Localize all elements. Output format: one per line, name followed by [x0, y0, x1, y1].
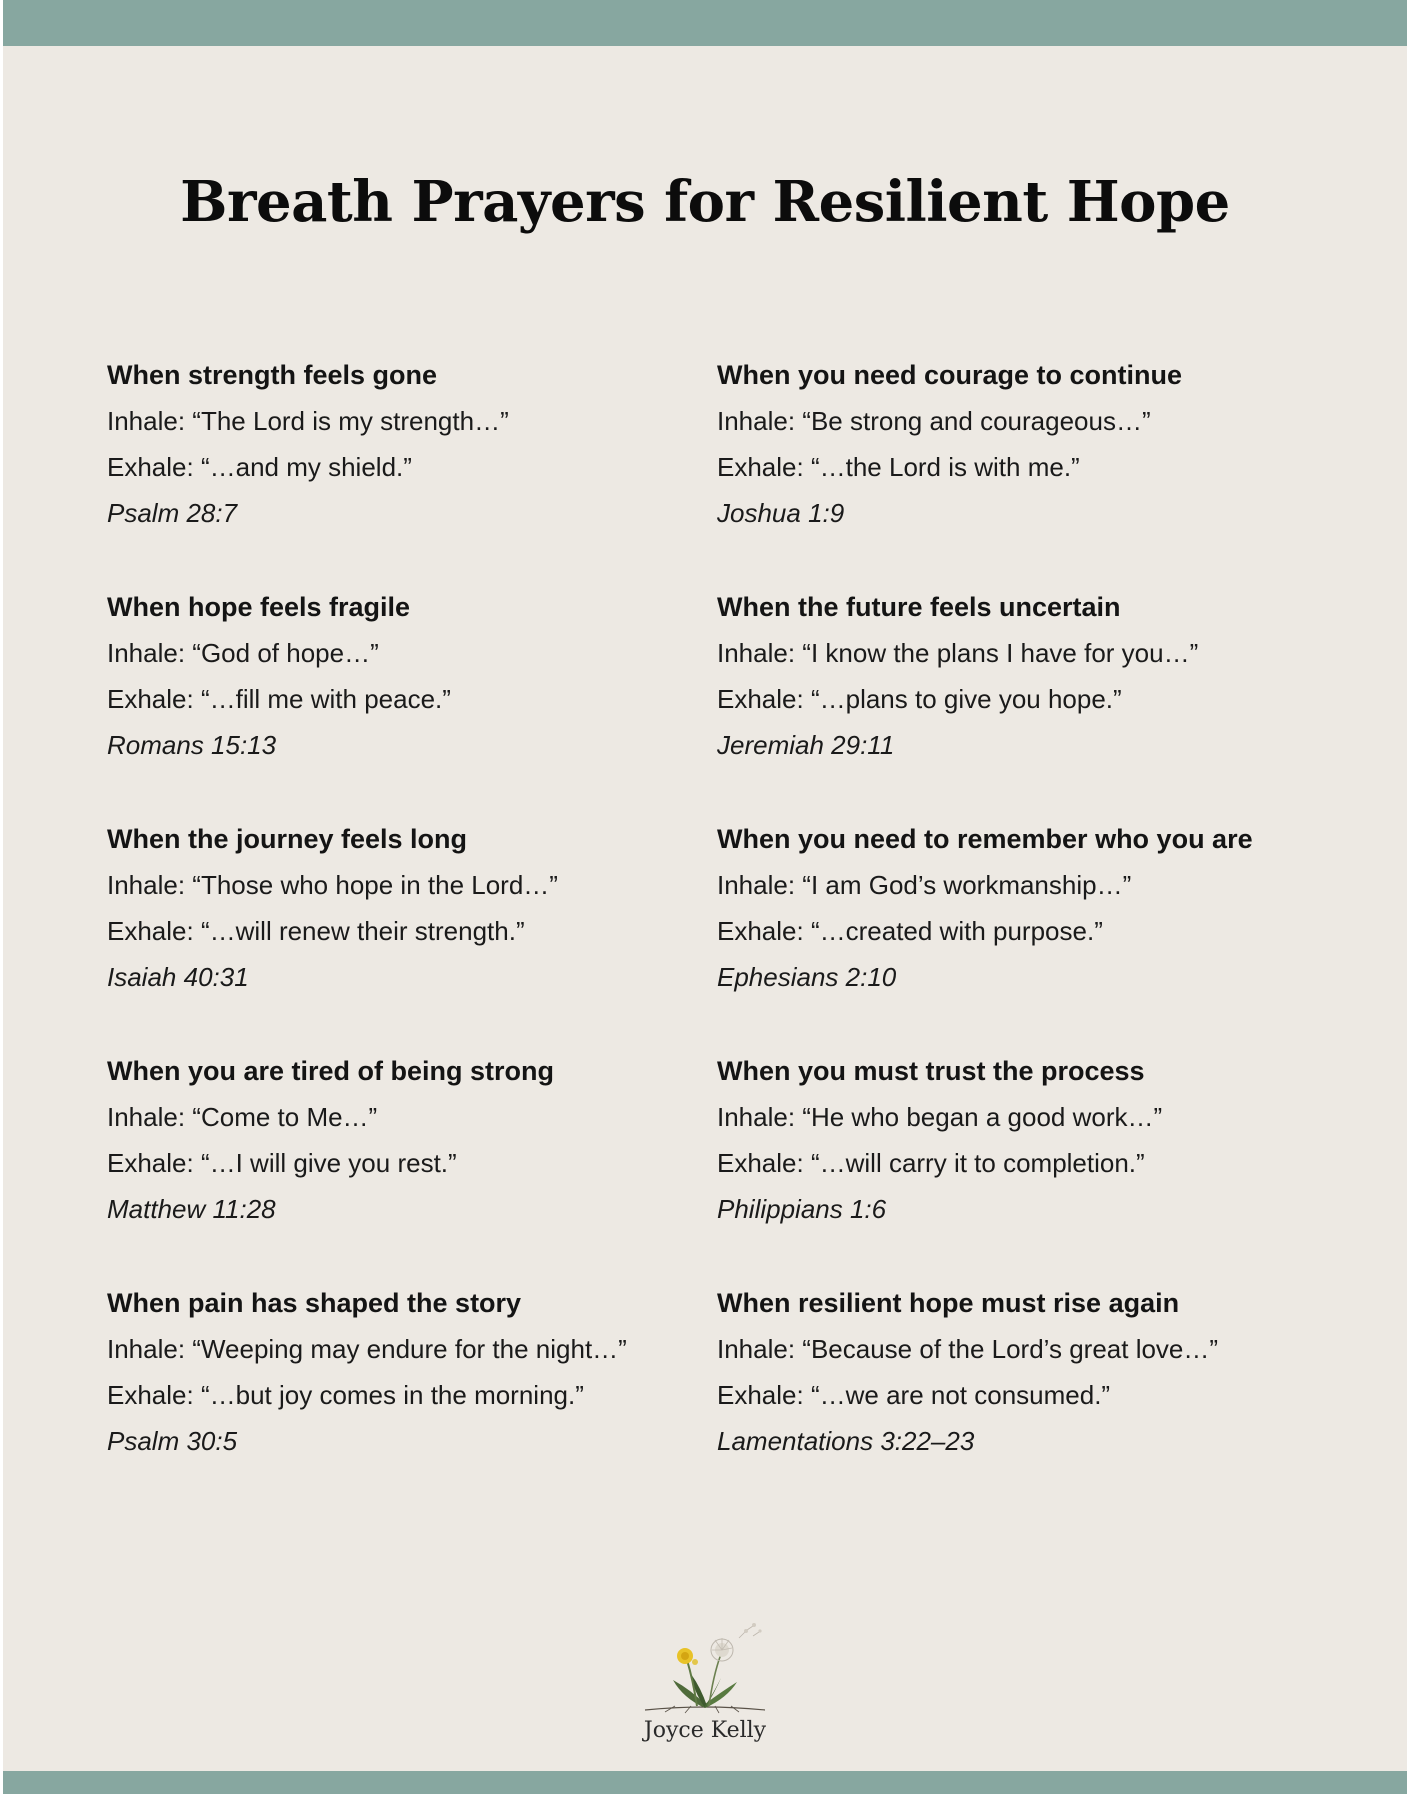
exhale-text: “…fill me with peace.”	[200, 684, 451, 714]
exhale-label: Exhale	[107, 1380, 187, 1410]
inhale-label: Inhale	[107, 1334, 178, 1364]
exhale-text: “…but joy comes in the morning.”	[200, 1380, 584, 1410]
exhale-label: Exhale	[107, 452, 187, 482]
inhale-text: “God of hope…”	[192, 638, 379, 668]
scripture-reference: Romans 15:13	[107, 730, 277, 760]
inhale-text: “Those who hope in the Lord…”	[192, 870, 558, 900]
exhale-label: Exhale	[717, 1148, 797, 1178]
scripture-reference: Isaiah 40:31	[107, 962, 249, 992]
scripture-reference: Philippians 1:6	[717, 1194, 887, 1224]
exhale-label: Exhale	[717, 684, 797, 714]
inhale-text: “Weeping may endure for the night…”	[192, 1334, 627, 1364]
prayer-heading: When the journey feels long	[107, 824, 468, 854]
prayer-block	[717, 1052, 1337, 1284]
inhale-label: Inhale	[107, 870, 178, 900]
scripture-reference: Psalm 30:5	[107, 1426, 238, 1456]
inhale-line: Inhale: “He who began a good work…”	[717, 1102, 1163, 1132]
prayer-block	[107, 356, 717, 588]
exhale-line: Exhale: “…but joy comes in the morning.”	[107, 1380, 584, 1410]
prayer-heading: When you must trust the process	[717, 1056, 1145, 1086]
prayer-heading: When you are tired of being strong	[107, 1056, 555, 1086]
inhale-line: Inhale: “I am God’s workmanship…”	[717, 870, 1132, 900]
prayer-block	[107, 820, 717, 1052]
inhale-line: Inhale: “The Lord is my strength…”	[107, 406, 509, 436]
exhale-line: Exhale: “…fill me with peace.”	[107, 684, 451, 714]
inhale-text: “The Lord is my strength…”	[192, 406, 509, 436]
prayer-block	[107, 1284, 717, 1516]
scripture-reference: Matthew 11:28	[107, 1194, 276, 1224]
scripture-reference: Jeremiah 29:11	[717, 730, 895, 760]
prayer-heading: When the future feels uncertain	[717, 592, 1121, 622]
author-name: Joyce Kelly	[643, 1718, 767, 1743]
inhale-label: Inhale	[717, 1102, 788, 1132]
inhale-line: Inhale: “Because of the Lord’s great love…”	[717, 1334, 1219, 1364]
exhale-text: “…plans to give you hope.”	[810, 684, 1122, 714]
exhale-line: Exhale: “…I will give you rest.”	[107, 1148, 457, 1178]
inhale-text: “I am God’s workmanship…”	[802, 870, 1132, 900]
author-logo	[620, 1620, 790, 1760]
inhale-text: “Come to Me…”	[192, 1102, 378, 1132]
prayer-block	[717, 820, 1337, 1052]
inhale-text: “He who began a good work…”	[802, 1102, 1163, 1132]
inhale-line: Inhale: “Come to Me…”	[107, 1102, 378, 1132]
inhale-line: Inhale: “God of hope…”	[107, 638, 379, 668]
prayer-block	[717, 356, 1337, 588]
exhale-label: Exhale	[717, 452, 797, 482]
exhale-text: “…the Lord is with me.”	[810, 452, 1080, 482]
exhale-line: Exhale: “…will renew their strength.”	[107, 916, 525, 946]
inhale-label: Inhale	[717, 638, 788, 668]
inhale-label: Inhale	[107, 1102, 178, 1132]
exhale-text: “…created with purpose.”	[810, 916, 1103, 946]
inhale-label: Inhale	[107, 638, 178, 668]
inhale-line: Inhale: “Be strong and courageous…”	[717, 406, 1151, 436]
inhale-label: Inhale	[107, 406, 178, 436]
inhale-label: Inhale	[717, 406, 788, 436]
exhale-text: “…I will give you rest.”	[200, 1148, 457, 1178]
prayer-block	[717, 588, 1337, 820]
exhale-text: “…we are not consumed.”	[810, 1380, 1111, 1410]
exhale-line: Exhale: “…created with purpose.”	[717, 916, 1103, 946]
exhale-line: Exhale: “…the Lord is with me.”	[717, 452, 1080, 482]
dandelion-icon	[635, 1620, 775, 1720]
prayer-heading: When resilient hope must rise again	[717, 1288, 1180, 1318]
prayer-heading: When you need courage to continue	[717, 360, 1183, 390]
inhale-line: Inhale: “I know the plans I have for you…”	[717, 638, 1199, 668]
scripture-reference: Lamentations 3:22–23	[717, 1426, 975, 1456]
top-band	[3, 0, 1407, 46]
exhale-label: Exhale	[107, 684, 187, 714]
exhale-label: Exhale	[717, 1380, 797, 1410]
prayer-block	[717, 1284, 1337, 1516]
prayer-block	[107, 1052, 717, 1284]
exhale-label: Exhale	[107, 1148, 187, 1178]
prayer-heading: When pain has shaped the story	[107, 1288, 522, 1318]
page-title: Breath Prayers for Resilient Hope	[180, 169, 1230, 235]
exhale-text: “…and my shield.”	[200, 452, 412, 482]
exhale-text: “…will carry it to completion.”	[810, 1148, 1145, 1178]
inhale-line: Inhale: “Those who hope in the Lord…”	[107, 870, 558, 900]
prayer-heading: When strength feels gone	[107, 360, 438, 390]
exhale-label: Exhale	[717, 916, 797, 946]
prayer-block	[107, 588, 717, 820]
inhale-label: Inhale	[717, 1334, 788, 1364]
scripture-reference: Joshua 1:9	[717, 498, 845, 528]
inhale-text: “Be strong and courageous…”	[802, 406, 1151, 436]
scripture-reference: Psalm 28:7	[107, 498, 238, 528]
bottom-band	[3, 1771, 1407, 1794]
inhale-line: Inhale: “Weeping may endure for the night…”	[107, 1334, 627, 1364]
scripture-reference: Ephesians 2:10	[717, 962, 897, 992]
inhale-text: “I know the plans I have for you…”	[802, 638, 1199, 668]
prayer-grid	[107, 356, 1337, 1516]
exhale-line: Exhale: “…we are not consumed.”	[717, 1380, 1111, 1410]
exhale-label: Exhale	[107, 916, 187, 946]
prayer-heading: When hope feels fragile	[107, 592, 411, 622]
exhale-line: Exhale: “…plans to give you hope.”	[717, 684, 1122, 714]
inhale-label: Inhale	[717, 870, 788, 900]
exhale-line: Exhale: “…will carry it to completion.”	[717, 1148, 1145, 1178]
inhale-text: “Because of the Lord’s great love…”	[802, 1334, 1219, 1364]
exhale-line: Exhale: “…and my shield.”	[107, 452, 412, 482]
prayer-heading: When you need to remember who you are	[717, 824, 1253, 854]
exhale-text: “…will renew their strength.”	[200, 916, 525, 946]
